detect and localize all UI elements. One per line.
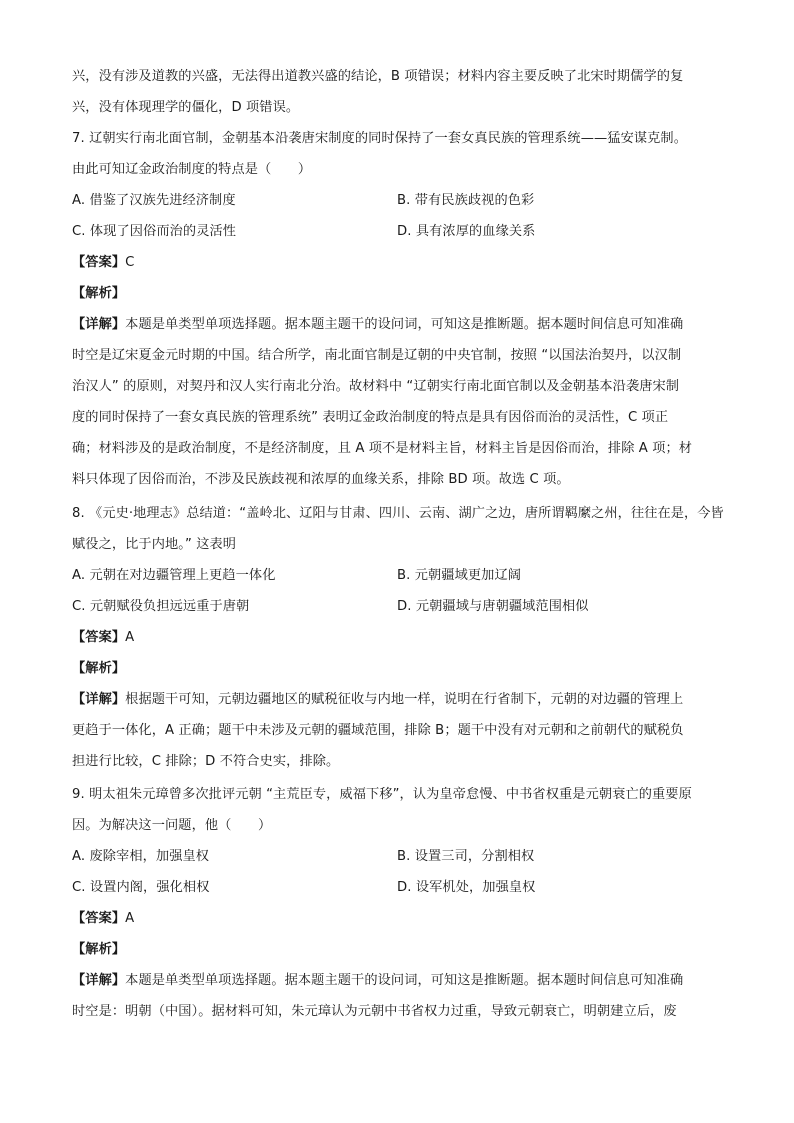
q8-option-b: B. 元朝疆域更加辽阔: [397, 568, 522, 583]
detail-label: 【详解】: [72, 973, 126, 988]
detail-label: 【详解】: [72, 317, 126, 332]
q8-answer: [72, 629, 134, 647]
answer-label: 【答案】: [72, 255, 126, 270]
q7-stem-line: 7. 辽朝实行南北面官制，金朝基本沿袭唐宋制度的同时保持了一套女真民族的管理系统——猛安谋克制。: [72, 131, 688, 146]
q9-option-b: B. 设置三司，分割相权: [397, 849, 535, 864]
answer-label: 【答案】: [72, 911, 126, 926]
q9-detail-line: 时空是：明朝（中国）。据材料可知，朱元璋认为元朝中书省权力过重，导致元朝衰亡，明朝建立后，废: [72, 1004, 677, 1019]
q7-option-a: A. 借鉴了汉族先进经济制度: [72, 193, 236, 208]
detail-text: 本题是单类型单项选择题。据本题主题干的设问词，可知这是推断题。据本题时间信息可知准确: [125, 973, 684, 988]
q8-detail-line: 担进行比较，C 排除；D 不符合史实，排除。: [72, 754, 340, 769]
q7-option-b: B. 带有民族歧视的色彩: [397, 193, 535, 208]
q8-stem-line: 8. 《元史·地理志》总结道：“盖岭北、辽阳与甘肃、四川、云南、湖广之边，唐所谓羁縻之州，往往在是，今皆: [72, 506, 724, 521]
q8-stem-line: 赋役之，比于内地。” 这表明: [72, 537, 237, 552]
q8-option-d: D. 元朝疆域与唐朝疆域范围相似: [397, 599, 589, 614]
q7-detail-line: 时空是辽宋夏金元时期的中国。结合所学，南北面官制是辽朝的中央官制，按照 “以国法治契丹，以汉制: [72, 348, 682, 363]
q8-analysis-label: 【解析】: [72, 661, 126, 676]
intro-line: 兴，没有体现理学的僵化，D 项错误。: [72, 100, 300, 115]
q9-stem-line: 9. 明太祖朱元璋曾多次批评元朝 “主荒臣专，威福下移”，认为皇帝怠慢、中书省权重是元朝衰亡的重要原: [72, 787, 692, 802]
q7-option-c: C. 体现了因俗而治的灵活性: [72, 224, 237, 239]
q7-detail-line: 确；材料涉及的是政治制度，不是经济制度，且 A 项不是材料主旨，材料主旨是因俗而治，排除 A 项；材: [72, 441, 693, 456]
q7-detail-line: 治汉人” 的原则，对契丹和汉人实行南北分治。故材料中 “辽朝实行南北面官制以及金朝基本沿袭唐宋制: [72, 379, 680, 394]
q9-answer: [72, 910, 134, 928]
q9-option-d: D. 设军机处，加强皇权: [397, 880, 536, 895]
q7-detail-line: 料只体现了因俗而治，不涉及民族歧视和浓厚的血缘关系，排除 BD 项。故选 C 项。: [72, 472, 570, 487]
q8-option-a: A. 元朝在对边疆管理上更趋一体化: [72, 568, 276, 583]
answer-value: A: [125, 630, 135, 645]
q7-detail-line: 度的同时保持了一套女真民族的管理系统” 表明辽金政治制度的特点是具有因俗而治的灵活性，C 项正: [72, 410, 669, 425]
q9-stem-line: 因。为解决这一问题，他（ ）: [72, 818, 272, 833]
q8-option-c: C. 元朝赋役负担远远重于唐朝: [72, 599, 250, 614]
q7-stem-line: 由此可知辽金政治制度的特点是（ ）: [72, 162, 312, 177]
q9-option-c: C. 设置内阁，强化相权: [72, 880, 210, 895]
answer-label: 【答案】: [72, 630, 126, 645]
q7-option-d: D. 具有浓厚的血缘关系: [397, 224, 536, 239]
q7-answer: [72, 254, 134, 272]
q8-detail-line: 更趋于一体化，A 正确；题干中未涉及元朝的疆域范围，排除 B；题干中没有对元朝和之前朝代的赋税负: [72, 723, 684, 738]
detail-label: 【详解】: [72, 692, 126, 707]
q7-analysis-label: 【解析】: [72, 286, 126, 301]
q7-detail-line: [72, 316, 683, 334]
intro-line: 兴，没有涉及道教的兴盛，无法得出道教兴盛的结论，B 项错误；材料内容主要反映了北宋时期儒学的复: [72, 69, 684, 84]
q9-analysis-label: 【解析】: [72, 942, 126, 957]
q9-option-a: A. 废除宰相，加强皇权: [72, 849, 210, 864]
q8-detail-line: [72, 691, 683, 709]
answer-value: C: [125, 255, 135, 270]
q9-detail-line: [72, 972, 683, 990]
detail-text: 根据题干可知，元朝边疆地区的赋税征收与内地一样，说明在行省制下，元朝的对边疆的管理上: [125, 692, 684, 707]
answer-value: A: [125, 911, 135, 926]
detail-text: 本题是单类型单项选择题。据本题主题干的设问词，可知这是推断题。据本题时间信息可知准确: [125, 317, 684, 332]
